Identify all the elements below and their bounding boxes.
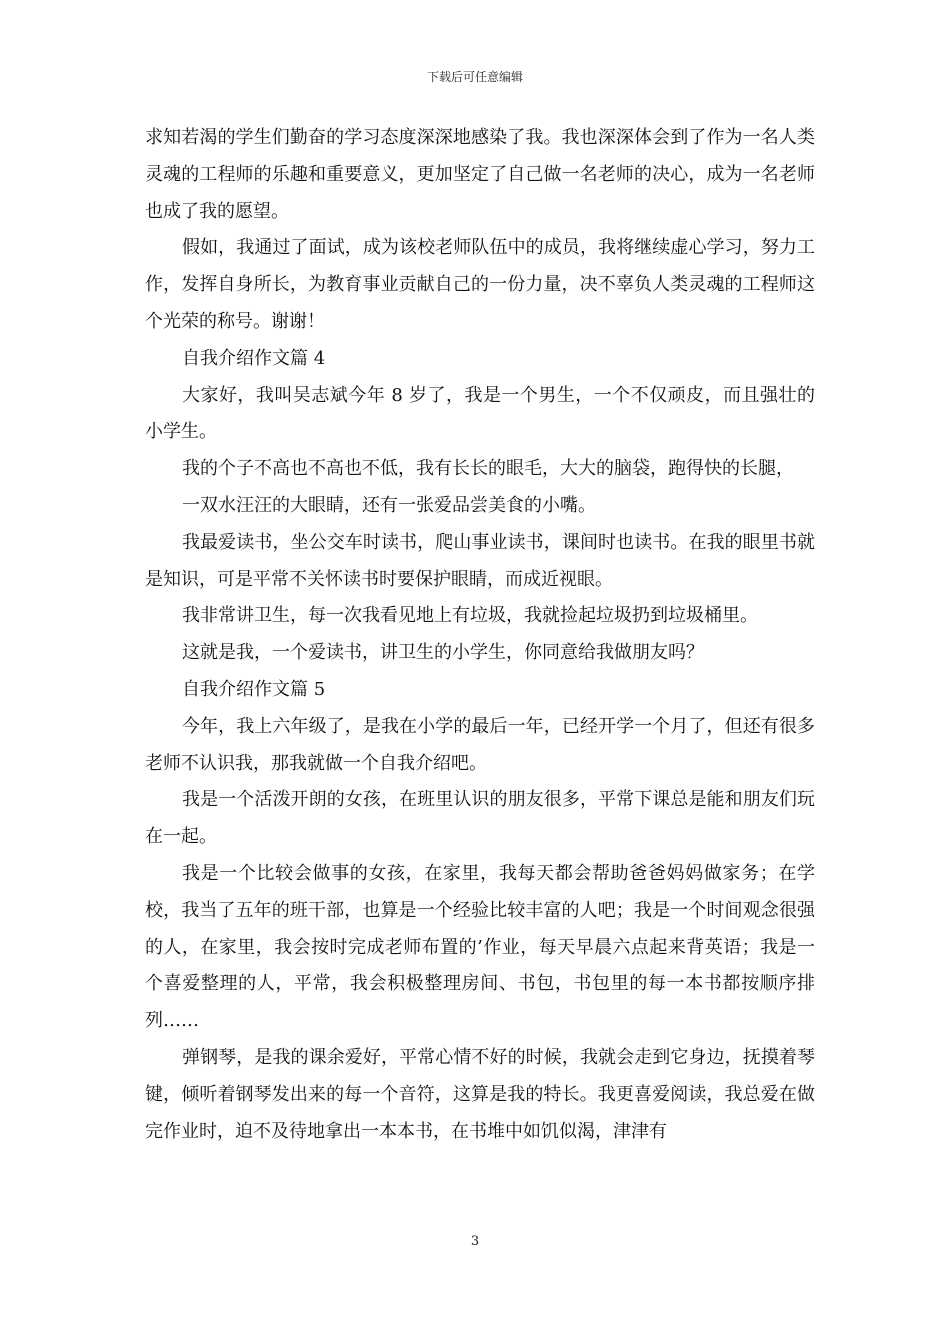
paragraph-3: 大家好，我叫吴志斌今年 8 岁了，我是一个男生，一个不仅顽皮，而且强壮的小学生。	[145, 384, 815, 443]
document-body	[145, 120, 815, 1150]
page-header: 下载后可任意编辑	[426, 70, 523, 84]
page-number: 3	[470, 1234, 480, 1249]
paragraph-6: 我最爱读书，坐公交车时读书，爬山事业读书，课间时也读书。在我的眼里书就是知识，可是平常不关怀读书时要保护眼睛，而成近视眼。	[145, 531, 815, 590]
paragraph-8: 这就是我，一个爱读书，讲卫生的小学生，你同意给我做朋友吗？	[182, 642, 704, 664]
section-heading-4: 自我介绍作文篇 4	[182, 347, 326, 369]
paragraph-9: 今年，我上六年级了，是我在小学的最后一年，已经开学一个月了，但还有很多老师不认识我，那我就做一个自我介绍吧。	[145, 715, 815, 774]
paragraph-7: 我非常讲卫生，每一次我看见地上有垃圾，我就捡起垃圾扔到垃圾桶里。	[182, 605, 758, 627]
paragraph-4: 我的个子不高也不高也不低，我有长长的眼毛，大大的脑袋，跑得快的长腿，	[182, 458, 794, 480]
section-heading-5: 自我介绍作文篇 5	[182, 678, 326, 700]
paragraph-10: 我是一个活泼开朗的女孩，在班里认识的朋友很多，平常下课总是能和朋友们玩在一起。	[145, 789, 815, 848]
paragraph-1: 求知若渴的学生们勤奋的学习态度深深地感染了我。我也深深体会到了作为一名人类灵魂的工程师的乐趣和重要意义，更加坚定了自己做一名老师的决心，成为一名老师也成了我的愿望。	[145, 127, 815, 222]
paragraph-12: 弹钢琴，是我的课余爱好，平常心情不好的时候，我就会走到它身边，抚摸着琴键，倾听着钢琴发出来的每一个音符，这算是我的特长。我更喜爱阅读，我总爱在做完作业时，迫不及待地拿出一本本书，在书堆中如饥似渴，津津有	[145, 1046, 815, 1142]
paragraph-11: 我是一个比较会做事的女孩，在家里，我每天都会帮助爸爸妈妈做家务；在学校，我当了五年的班干部，也算是一个经验比较丰富的人吧；我是一个时间观念很强的人，在家里，我会按时完成老师布置的’作业，每天早晨六点起来背英语；我是一个喜爱整理的人，平常，我会积极整理房间、书包，书包里的每一本书都按顺序排列……	[145, 862, 815, 1032]
paragraph-2: 假如，我通过了面试，成为该校老师队伍中的成员，我将继续虚心学习，努力工作，发挥自身所长，为教育事业贡献自己的一份力量，决不辜负人类灵魂的工程师这个光荣的称号。谢谢！	[145, 237, 815, 332]
paragraph-5: 一双水汪汪的大眼睛，还有一张爱品尝美食的小嘴。	[182, 494, 596, 516]
